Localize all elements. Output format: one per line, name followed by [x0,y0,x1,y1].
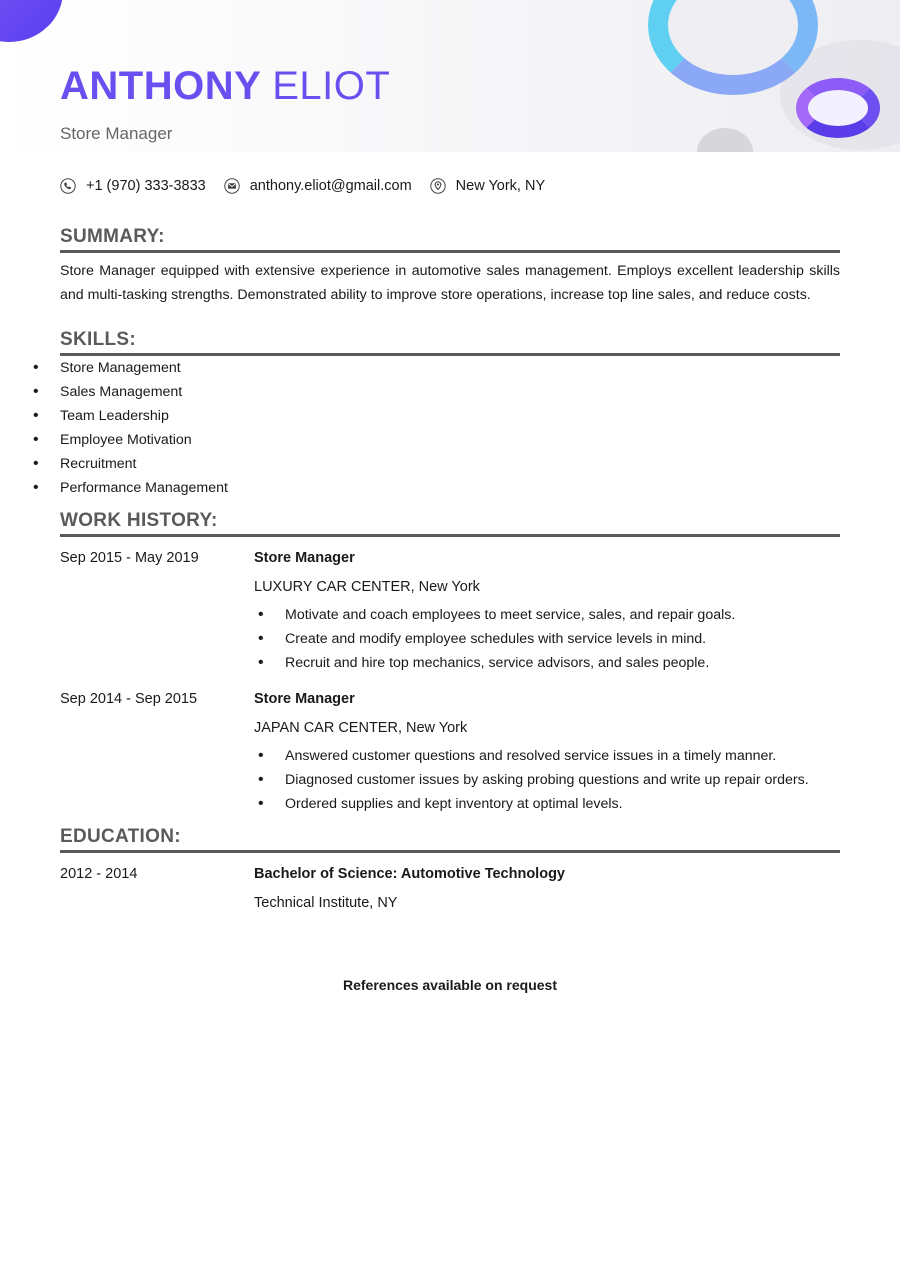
summary-section [60,225,840,307]
email-address: anthony.eliot@gmail.com [249,178,412,194]
job-company: JAPAN CAR CENTER, New York [254,720,468,736]
email-icon [224,178,240,194]
last-name: ELIOT [272,64,391,108]
job-title: Store Manager [60,124,173,143]
candidate-name [60,62,390,110]
references-note: References available on request [343,977,557,993]
education-entry [60,863,840,914]
location-text: New York, NY [455,178,546,194]
decorative-corner-circle [0,0,63,42]
skills-heading: SKILLS: [60,329,136,350]
summary-text: Store Manager equipped with extensive experience in automotive sales management. Employs excellent leadership skills and multi-tasking strengths. Demonstrated ability to improve store operations, increase top line sales, and reduce costs. [60,263,840,303]
decorative-dome [697,128,753,152]
job-entry [60,688,840,816]
skills-section [60,328,840,500]
contact-line [60,178,553,194]
job-company: LUXURY CAR CENTER, New York [254,579,480,595]
education-dates: 2012 - 2014 [60,866,138,882]
list-item: • Create and modify employee schedules with service levels in mind. [285,627,840,651]
education-school: Technical Institute, NY [254,895,398,911]
education-degree: Bachelor of Science: Automotive Technology [254,866,565,882]
list-item: • Sales Management [60,380,840,404]
list-item: • Recruitment [60,452,840,476]
education-heading: EDUCATION: [60,826,181,847]
phone-number: +1 (970) 333-3833 [86,178,206,194]
job-role: Store Manager [254,691,355,707]
decorative-small-ring [796,78,880,138]
contact-email [224,178,412,194]
list-item: • Recruit and hire top mechanics, service advisors, and sales people. [285,651,840,675]
list-item: • Ordered supplies and kept inventory at optimal levels. [285,792,840,816]
education-section [60,825,840,914]
contact-phone [60,178,206,194]
skills-list [60,356,840,500]
job-bullets [285,744,840,816]
list-item: • Employee Motivation [60,428,840,452]
location-pin-icon [430,178,446,194]
contact-location [430,178,545,194]
list-item: • Team Leadership [60,404,840,428]
work-history-section [60,509,840,816]
list-item: • Motivate and coach employees to meet service, sales, and repair goals. [285,603,840,627]
job-dates: Sep 2015 - May 2019 [60,550,199,566]
summary-heading: SUMMARY: [60,226,165,247]
job-bullets [285,603,840,675]
list-item: • Performance Management [60,476,840,500]
first-name: ANTHONY [60,64,261,108]
summary-divider [60,250,840,253]
work-history-heading: WORK HISTORY: [60,510,218,531]
job-role: Store Manager [254,550,355,566]
phone-icon [60,178,76,194]
job-dates: Sep 2014 - Sep 2015 [60,691,198,707]
list-item: • Diagnosed customer issues by asking probing questions and write up repair orders. [285,768,840,792]
job-entry [60,547,840,675]
work-history-divider [60,534,840,537]
education-divider [60,850,840,853]
list-item: • Answered customer questions and resolved service issues in a timely manner. [285,744,840,768]
list-item: • Store Management [60,356,840,380]
